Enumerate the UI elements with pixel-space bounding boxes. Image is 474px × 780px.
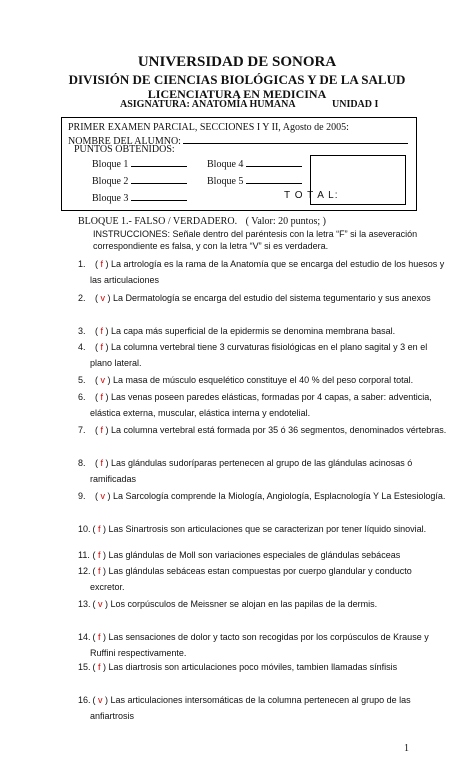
- answer-mark[interactable]: f: [100, 342, 104, 352]
- question-item: [78, 547, 448, 563]
- question-item: [78, 323, 448, 339]
- question-body: [78, 521, 448, 537]
- question-body: [78, 422, 448, 438]
- answer-paren-open: (: [90, 550, 98, 560]
- question-text: La Sarcología comprende la Miología, Angiología, Esplacnología Y La Estesiología.: [113, 491, 446, 501]
- question-number: 15.: [78, 662, 91, 672]
- question-text: Las articulaciones intersomáticas de la columna pertenecen al grupo de las anfiartrosis: [90, 695, 411, 721]
- answer-paren-close: ): [103, 425, 112, 435]
- answer-mark[interactable]: f: [100, 425, 104, 435]
- answer-paren-open: (: [90, 392, 101, 402]
- answer-paren-close: ): [100, 550, 109, 560]
- answer-paren-open: (: [90, 342, 101, 352]
- question-item: [78, 455, 448, 487]
- question-body: [78, 256, 448, 288]
- university-title: UNIVERSIDAD DE SONORA: [137, 54, 337, 70]
- question-number: 6.: [78, 392, 86, 402]
- answer-paren-close: ): [105, 491, 113, 501]
- answer-mark[interactable]: f: [100, 392, 104, 402]
- question-body: [78, 372, 448, 388]
- question-number: 1.: [78, 259, 86, 269]
- question-number: 4.: [78, 342, 86, 352]
- question-body: [78, 547, 448, 563]
- total-label: T O T A L:: [284, 190, 339, 201]
- answer-paren-close: ): [105, 375, 113, 385]
- answer-paren-open: (: [90, 259, 101, 269]
- question-number: 16.: [78, 695, 91, 705]
- question-item: [78, 629, 448, 661]
- question-item: [78, 256, 448, 288]
- page-number: 1: [404, 743, 409, 754]
- question-number: 12.: [78, 566, 91, 576]
- answer-paren-close: ): [102, 695, 111, 705]
- answer-paren-open: (: [90, 632, 98, 642]
- question-item: [78, 659, 448, 675]
- question-item: [78, 372, 448, 388]
- answer-mark[interactable]: v: [100, 491, 105, 501]
- block1-label: Bloque 1: [92, 159, 129, 170]
- question-body: [78, 389, 448, 421]
- question-number: 11.: [78, 550, 90, 560]
- exam-info-box: [61, 117, 417, 211]
- block5-line: [207, 173, 302, 187]
- block-value: ( Valor: 20 puntos; ): [245, 216, 326, 227]
- answer-paren-open: (: [90, 375, 101, 385]
- block3-field[interactable]: [131, 190, 187, 201]
- answer-paren-open: (: [90, 293, 101, 303]
- exam-line: PRIMER EXAMEN PARCIAL, SECCIONES I Y II, Agosto de 2005:: [68, 122, 349, 133]
- question-number: 3.: [78, 326, 86, 336]
- student-label: NOMBRE DEL ALUMNO:: [68, 136, 181, 147]
- degree-title: LICENCIATURA EN MEDICINA: [147, 87, 327, 101]
- answer-paren-close: ): [103, 259, 112, 269]
- question-item: [78, 389, 448, 421]
- answer-paren-close: ): [100, 632, 109, 642]
- question-item: [78, 521, 448, 537]
- block-title: BLOQUE 1.- FALSO / VERDADERO.: [78, 216, 238, 227]
- answer-paren-close: ): [103, 458, 112, 468]
- question-number: 13.: [78, 599, 91, 609]
- points-label: PUNTOS OBTENIDOS:: [74, 144, 175, 155]
- question-body: [78, 563, 448, 595]
- answer-mark[interactable]: f: [100, 259, 104, 269]
- question-body: [78, 455, 448, 487]
- question-text: La columna vertebral está formada por 35 ó 36 segmentos, denominados vértebras.: [111, 425, 447, 435]
- answer-paren-open: (: [90, 599, 98, 609]
- answer-mark[interactable]: v: [98, 599, 103, 609]
- block4-label: Bloque 4: [207, 159, 244, 170]
- question-text: La masa de músculo esquelético constituye el 40 % del peso corporal total.: [113, 375, 414, 385]
- question-body: [78, 339, 448, 371]
- block3-line: [92, 190, 187, 204]
- division-title: DIVISIÓN DE CIENCIAS BIOLÓGICAS Y DE LA SALUD: [68, 72, 406, 87]
- answer-paren-open: (: [90, 695, 98, 705]
- answer-paren-open: (: [90, 524, 98, 534]
- unit-label: UNIDAD I: [332, 99, 379, 110]
- block-title-line: [78, 216, 326, 227]
- question-item: [78, 422, 448, 438]
- question-number: 14.: [78, 632, 91, 642]
- block2-field[interactable]: [131, 173, 187, 184]
- answer-paren-open: (: [90, 566, 98, 576]
- answer-mark[interactable]: v: [100, 375, 105, 385]
- answer-mark[interactable]: f: [100, 326, 104, 336]
- question-body: [78, 323, 448, 339]
- block1-field[interactable]: [131, 156, 187, 167]
- answer-paren-close: ): [102, 599, 111, 609]
- question-item: [78, 692, 448, 724]
- question-text: Las glándulas sudoríparas pertenecen al grupo de las glándulas acinosas ó ramificadas: [90, 458, 413, 484]
- question-item: [78, 488, 448, 504]
- instructions: INSTRUCCIONES: Señale dentro del paréntesis con la letra “F” si la aseveración correspondiente es falsa, y con la letra “V” si es verdadera.: [93, 229, 418, 251]
- answer-paren-close: ): [103, 326, 112, 336]
- block2-label: Bloque 2: [92, 176, 129, 187]
- block4-line: [207, 156, 302, 170]
- question-text: Las Sinartrosis son articulaciones que se caracterizan por tener líquido sinovial.: [108, 524, 427, 534]
- answer-mark[interactable]: f: [98, 566, 101, 576]
- answer-paren-close: ): [100, 524, 109, 534]
- block1-line: [92, 156, 187, 170]
- question-item: [78, 596, 448, 612]
- question-body: [78, 659, 448, 675]
- question-number: 7.: [78, 425, 86, 435]
- question-text: Las glándulas sebáceas estan compuestas por cuerpo glandular y conducto excretor.: [90, 566, 412, 592]
- question-body: [78, 596, 448, 612]
- answer-paren-close: ): [100, 566, 109, 576]
- answer-paren-open: (: [90, 326, 101, 336]
- question-body: [78, 692, 448, 724]
- question-text: Los corpúsculos de Meissner se alojan en las papilas de la dermis.: [110, 599, 378, 609]
- block5-label: Bloque 5: [207, 176, 244, 187]
- subject-label: ASIGNATURA: ANATOMÍA HUMANA: [120, 99, 296, 110]
- question-number: 5.: [78, 375, 86, 385]
- student-name-field[interactable]: [183, 133, 408, 144]
- answer-paren-close: ): [103, 392, 112, 402]
- question-text: Las diartrosis son articulaciones poco móviles, tambien llamadas sínfisis: [108, 662, 398, 672]
- question-text: La Dermatología se encarga del estudio del sistema tegumentario y sus anexos: [113, 293, 431, 303]
- question-number: 8.: [78, 458, 86, 468]
- question-number: 2.: [78, 293, 86, 303]
- answer-paren-close: ): [105, 293, 113, 303]
- answer-paren-open: (: [90, 458, 101, 468]
- answer-mark[interactable]: f: [98, 662, 101, 672]
- total-score-box[interactable]: [310, 155, 406, 205]
- question-number: 9.: [78, 491, 86, 501]
- question-item: [78, 290, 448, 306]
- answer-mark[interactable]: f: [100, 458, 104, 468]
- block4-field[interactable]: [246, 156, 302, 167]
- question-text: La capa más superficial de la epidermis se denomina membrana basal.: [111, 326, 396, 336]
- answer-paren-open: (: [90, 425, 101, 435]
- question-text: La columna vertebral tiene 3 curvaturas fisiológicas en el plano sagital y 3 en el plano lateral.: [90, 342, 428, 368]
- question-item: [78, 339, 448, 371]
- answer-paren-close: ): [103, 342, 112, 352]
- answer-mark[interactable]: v: [98, 695, 103, 705]
- question-item: [78, 563, 448, 595]
- answer-mark[interactable]: f: [98, 524, 101, 534]
- block5-field[interactable]: [246, 173, 302, 184]
- answer-paren-close: ): [100, 662, 109, 672]
- question-text: Las sensaciones de dolor y tacto son recogidas por los corpúsculos de Krause y Ruffini respectivamente.: [90, 632, 429, 658]
- question-body: [78, 488, 448, 504]
- answer-paren-open: (: [90, 491, 101, 501]
- answer-mark[interactable]: v: [100, 293, 105, 303]
- question-text: Las glándulas de Moll son variaciones especiales de glándulas sebáceas: [108, 550, 401, 560]
- block2-line: [92, 173, 187, 187]
- subject-line: [120, 99, 379, 110]
- block3-label: Bloque 3: [92, 193, 129, 204]
- answer-paren-open: (: [90, 662, 98, 672]
- question-body: [78, 290, 448, 306]
- answer-mark[interactable]: f: [98, 632, 101, 642]
- question-text: Las venas poseen paredes elásticas, formadas por 4 capas, a saber: adventicia, elástica externa, muscular, elástica interna y endotelial.: [90, 392, 432, 418]
- question-number: 10.: [78, 524, 91, 534]
- question-body: [78, 629, 448, 661]
- question-text: La artrología es la rama de la Anatomía que se encarga del estudio de los huesos y las articulaciones: [90, 259, 445, 285]
- answer-mark[interactable]: f: [98, 550, 101, 560]
